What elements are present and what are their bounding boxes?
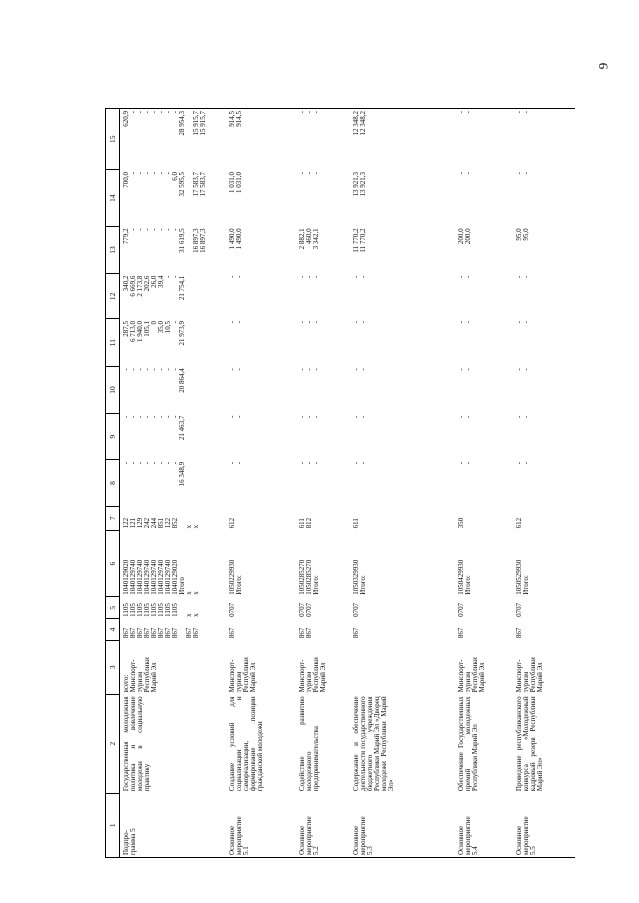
table-cell: 350 — [456, 517, 465, 529]
table-cell: - - — [351, 275, 367, 279]
table-cell: - - — [227, 461, 243, 465]
table-cell: Проведение республиканского конкурса «Молодежный кадровый резерв Республики Марий Эл» — [514, 696, 544, 792]
table-cell: 200,0 200,0 — [456, 228, 472, 245]
table-cell: - - — [456, 275, 472, 279]
table-cell: - - - — [297, 320, 320, 324]
table-cell: - - — [227, 368, 243, 371]
table-cell: 611 812 — [297, 517, 313, 529]
table-row — [120, 109, 228, 858]
table-cell: - - — [351, 368, 367, 371]
table-cell: Содержание и обеспечение деятельности государственного бюджетного учреждения Республики Марий Эл «Дворец молодежи Республики Марий Эл» — [351, 696, 395, 792]
column-header: 14 — [106, 170, 120, 226]
table-cell: 612 — [514, 517, 523, 529]
table-cell: - - - - - - - - 16 348,9 — [122, 461, 186, 487]
table-cell: 867 — [514, 627, 523, 639]
table-cell: 1050329930 Итого: — [351, 559, 367, 595]
table-cell: 340,2 6 669,6 2 173,8 202,6 26,0 39,4 - - 21 754,1 — [122, 275, 186, 301]
table-cell: 0707 — [227, 602, 236, 617]
table-row — [457, 109, 515, 858]
table-cell: - - — [514, 461, 530, 465]
table-cell: 13 921,3 13 921,3 — [351, 171, 367, 197]
table-cell: - - - — [297, 415, 320, 418]
table-cell: - - - — [297, 461, 320, 465]
table-cell: - - - - - - - - 21 463,7 — [122, 415, 186, 441]
table-cell: 620,9 - - - - - - - 28 954,3 15 915,7 15 915,7 — [122, 111, 207, 136]
table-cell: 0707 0707 — [297, 602, 313, 617]
table-cell: - - — [227, 320, 243, 324]
column-header: 4 — [106, 619, 120, 640]
table-cell: - - - — [297, 111, 320, 114]
table-cell: 0707 — [514, 602, 523, 617]
table-cell: 779,2 - - - - - - - 31 619,5 16 897,3 16 897,3 — [122, 228, 207, 253]
table-cell: - - — [456, 415, 472, 418]
table-cell: Минспорт- туризм Республики Марий Эл — [514, 657, 544, 693]
column-header: 7 — [106, 506, 120, 530]
table-cell: 0707 — [456, 602, 465, 617]
table-cell: Минспорт- туризм Республики Марий Эл — [456, 657, 486, 693]
column-header: 2 — [106, 694, 120, 793]
table-cell: 1050285270 1050285270 Итого: — [297, 559, 320, 595]
table-cell: 867 — [456, 627, 465, 639]
table-cell: 611 — [351, 518, 360, 529]
table-cell: - - — [351, 320, 367, 324]
table-cell: 700,0 - - - - - - 6,0 32 595,5 17 583,7 17 583,7 — [122, 171, 207, 197]
page-number: 9 — [595, 62, 611, 70]
table-cell: 1040129020 1040129740 1040129740 1040129740 1040129740 1040129740 1040129740 1040129020 Итого х х — [122, 559, 200, 595]
table-cell: Основное мероприятие 5.4 — [456, 816, 479, 855]
column-header: 1 — [106, 793, 120, 857]
table-cell: Основное мероприятие 5.5 — [514, 816, 537, 855]
column-header: 6 — [106, 530, 120, 596]
table-cell: 287,5 6 713,0 1 940,0 105,1 0 35,0 10,5 - 21 973,9 — [122, 320, 186, 346]
column-header: 9 — [106, 414, 120, 460]
table-cell: 914,5 914,5 — [227, 111, 243, 127]
table-cell: - - — [227, 275, 243, 279]
table-cell: - - — [456, 320, 472, 324]
table-cell: Создание условий для социализации и самореализации, формирование позиции гражданской молодежи — [227, 696, 264, 792]
table-cell: - - — [514, 111, 530, 114]
table-cell: Содействие развитию молодежного предпринимательства — [297, 696, 320, 792]
table-cell: 1050229930 Итого: — [227, 559, 243, 595]
table-cell: 1050529930 Итого: — [514, 559, 530, 595]
table-cell: - - - — [297, 275, 320, 279]
column-header: 10 — [106, 366, 120, 413]
budget-table — [105, 108, 575, 858]
column-header: 13 — [106, 226, 120, 273]
column-header: 12 — [106, 274, 120, 319]
table-cell: - - — [456, 461, 472, 465]
table-cell: Основное мероприятие 5.3 — [351, 816, 374, 855]
table-cell — [352, 640, 457, 694]
column-header: 5 — [106, 597, 120, 619]
table-cell: 11 770,2 11 770,2 — [351, 228, 367, 253]
table-cell: Подпро- грамма 5 — [122, 828, 137, 855]
table-cell: 867 867 867 867 867 867 867 867 867 867 — [122, 627, 200, 639]
table-cell: Основное мероприятие 5.1 — [227, 816, 250, 855]
table-cell: - - — [456, 368, 472, 371]
table-cell: 612 — [227, 517, 236, 529]
table-cell: 95,0 95,0 — [514, 228, 530, 241]
table-cell: - - — [351, 461, 367, 465]
table-cell: - - — [227, 415, 243, 418]
column-header: 11 — [106, 319, 120, 366]
table-cell: - - — [514, 275, 530, 279]
table-cell: 1 490,0 1 490,0 — [227, 228, 243, 250]
header-row — [106, 109, 120, 858]
table-cell: - - - — [297, 368, 320, 371]
table-cell: 12 348,2 12 348,2 — [351, 111, 367, 136]
table-cell: - - — [456, 111, 472, 114]
table-cell: - - — [514, 171, 530, 175]
rotated-page — [105, 108, 626, 858]
table-row — [515, 109, 575, 858]
table-cell: 867 — [227, 627, 236, 639]
table-cell: Государственная молодежная политика и вовлечение молодежи в социальную практику — [122, 696, 151, 792]
table-cell: 867 — [351, 627, 360, 639]
table-cell: 867 867 — [297, 627, 313, 639]
table-row — [352, 109, 457, 858]
table-cell: всего: Минспорт- туризм Республики Марий Эл — [122, 657, 158, 693]
table-cell: Обеспечение Государственных премий молодежных Республики Марий Эл — [456, 696, 479, 792]
table-cell: 1050429930 Итого: — [456, 559, 472, 595]
table-cell: - - — [456, 171, 472, 175]
table-cell: Минспорт- туризм Республики Марий Эл — [297, 657, 327, 693]
table-cell: - - - - - - - - 20 864,4 — [122, 368, 186, 393]
table-cell: Основное мероприятие 5.2 — [297, 816, 320, 855]
table-cell: - - — [514, 368, 530, 371]
table-cell: 2 882,1 460,0 3 342,1 — [297, 228, 320, 250]
table-cell: - - - — [297, 171, 320, 175]
table-body — [120, 109, 575, 858]
table-row — [298, 109, 352, 858]
column-header: 15 — [106, 109, 120, 170]
column-header: 3 — [106, 640, 120, 694]
table-row — [228, 109, 298, 858]
table-cell: Минспорт- туризм Республики Марий Эл — [227, 657, 257, 693]
table-cell: 1105 1105 1105 1105 1105 1105 1105 1105 х х — [122, 603, 200, 617]
table-cell: - - — [514, 320, 530, 324]
column-header: 8 — [106, 460, 120, 506]
table-cell: - - — [514, 415, 530, 418]
table-cell: 122 121 129 242 244 851 122 852 х х — [122, 517, 200, 529]
table-cell: 1 031,0 1 031,0 — [227, 171, 243, 193]
table-cell: 0707 — [351, 602, 360, 617]
table-cell: - - — [351, 415, 367, 418]
